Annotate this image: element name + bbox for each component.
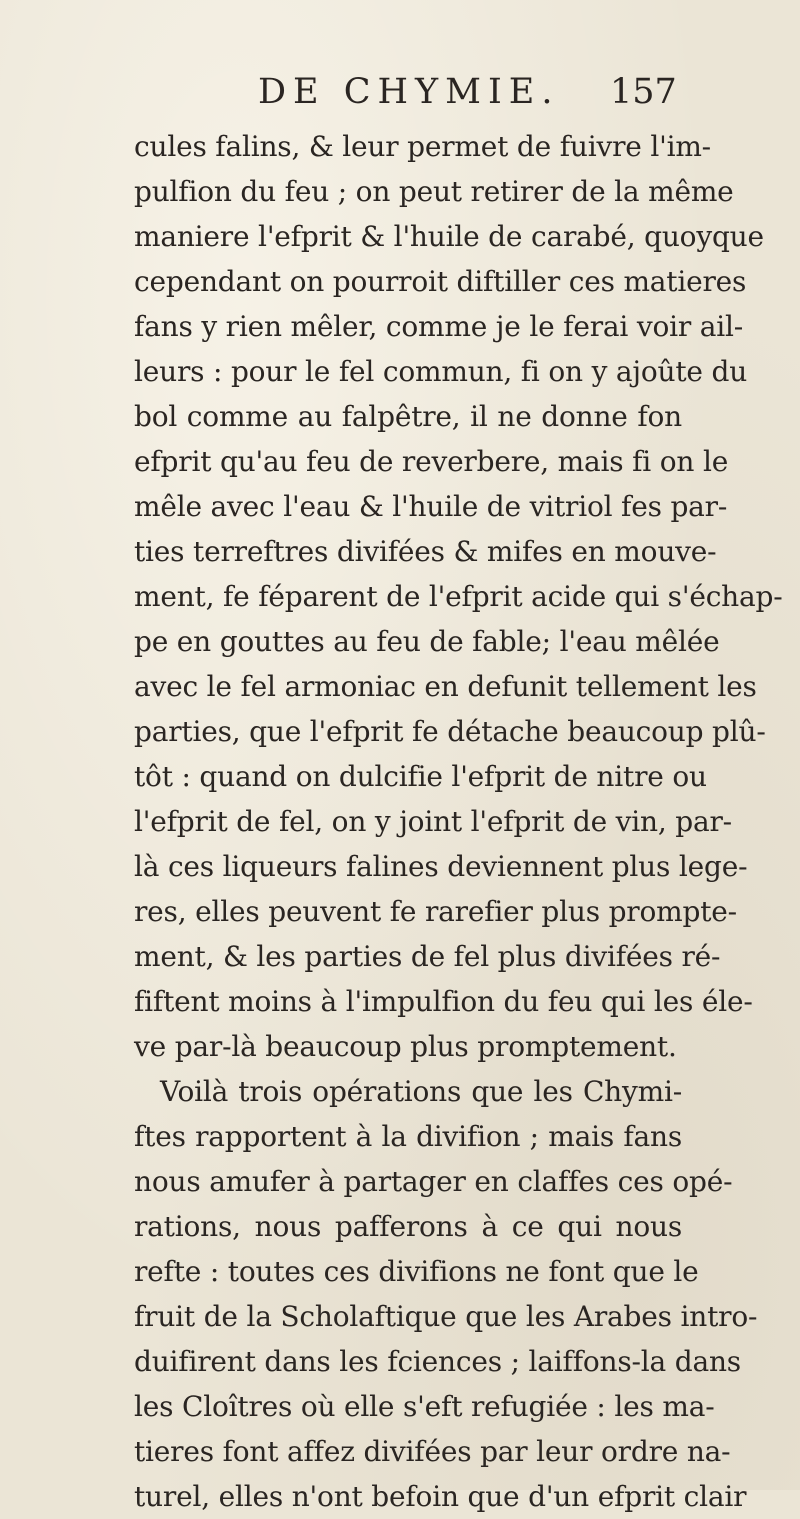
page-header: [0, 72, 800, 116]
text-line: ve par-là beaucoup plus promptement.: [134, 1030, 677, 1063]
text-line: rations, nous pafferons à ce qui nous: [134, 1210, 682, 1243]
text-line: ties terreftres divifées & mifes en mouve-: [134, 535, 717, 568]
text-line: tieres font affez divifées par leur ordre na-: [134, 1435, 731, 1468]
text-line: refte : toutes ces divifions ne font que le: [134, 1255, 699, 1288]
text-line: efprit qu'au feu de reverbere, mais fi on le: [134, 445, 729, 478]
text-line: l'efprit de fel, on y joint l'efprit de vin, par-: [134, 805, 732, 838]
text-line: ment, & les parties de fel plus divifées ré-: [134, 940, 721, 973]
text-line: avec le fel armoniac en defunit tellement les: [134, 670, 757, 703]
text-line: là ces liqueurs falines deviennent plus lege-: [134, 850, 748, 883]
text-line: ment, fe féparent de l'efprit acide qui s'échap-: [134, 580, 783, 613]
text-line: maniere l'efprit & l'huile de carabé, quoyque: [134, 220, 764, 253]
text-line: duifirent dans les fciences ; laiffons-la dans: [134, 1345, 741, 1378]
text-line: les Cloîtres où elle s'eft refugiée : les ma-: [134, 1390, 715, 1423]
text-line: fruit de la Scholaftique que les Arabes intro-: [134, 1300, 758, 1333]
text-line: parties, que l'efprit fe détache beaucoup plû-: [134, 715, 766, 748]
text-line: pulfion du feu ; on peut retirer de la même: [134, 175, 734, 208]
text-line: fans y rien mêler, comme je le ferai voir ail-: [134, 310, 744, 343]
text-line: pe en gouttes au feu de fable; l'eau mêlée: [134, 625, 720, 658]
text-line: turel, elles n'ont befoin que d'un efprit clair: [134, 1480, 747, 1513]
body-text: [134, 124, 783, 1519]
text-line: ftes rapportent à la divifion ; mais fans: [134, 1120, 682, 1153]
text-line: nous amufer à partager en claffes ces opé-: [134, 1165, 733, 1198]
text-line: cules falins, & leur permet de fuivre l'im-: [134, 130, 711, 163]
text-line: res, elles peuvent fe rarefier plus prompte-: [134, 895, 737, 928]
text-line: tôt : quand on dulcifie l'efprit de nitre ou: [134, 760, 707, 793]
text-line: cependant on pourroit diftiller ces matieres: [134, 265, 747, 298]
running-title: DE CHYMIE.: [258, 72, 560, 112]
text-line: mêle avec l'eau & l'huile de vitriol fes par-: [134, 490, 728, 523]
text-line: bol comme au falpêtre, il ne donne fon: [134, 400, 682, 433]
text-line: Voilà trois opérations que les Chymi-: [160, 1075, 682, 1108]
text-line: leurs : pour le fel commun, fi on y ajoûte du: [134, 355, 748, 388]
page-number: 157: [610, 72, 677, 112]
text-line: fiftent moins à l'impulfion du feu qui les éle-: [134, 985, 753, 1018]
